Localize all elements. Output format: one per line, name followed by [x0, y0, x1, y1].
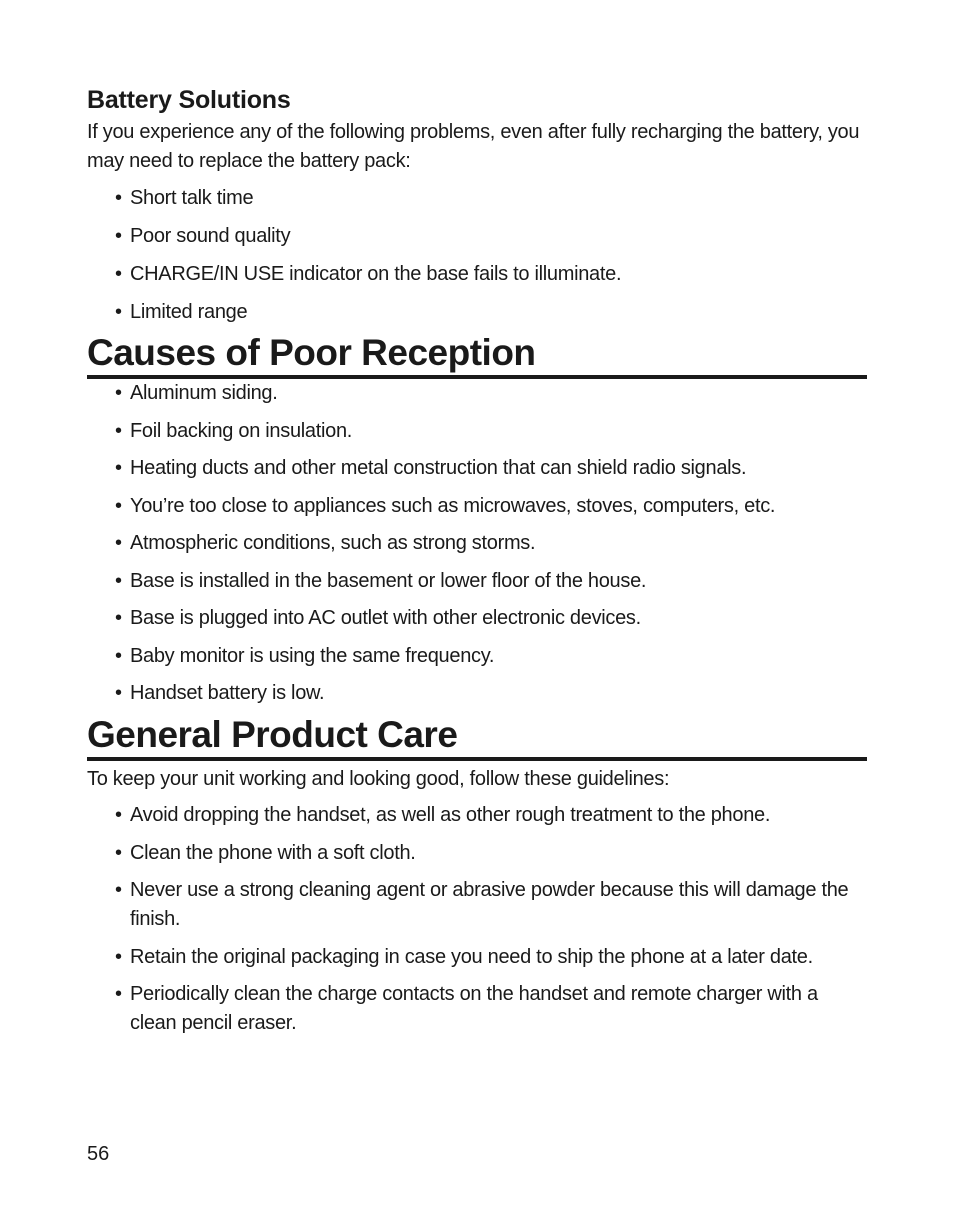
list-item: • Heating ducts and other metal construction that can shield radio signals. — [87, 454, 867, 483]
bullet-icon: • — [115, 804, 122, 826]
list-item: • Base is plugged into AC outlet with other electronic devices. — [87, 604, 867, 633]
bullet-icon: • — [115, 263, 122, 285]
bullet-icon: • — [115, 841, 122, 864]
battery-solutions-heading: Battery Solutions — [87, 86, 291, 114]
product-care-list — [87, 801, 867, 1038]
bullet-icon: • — [115, 419, 122, 442]
list-item: • Base is installed in the basement or lower floor of the house. — [87, 567, 867, 596]
bullet-icon: • — [115, 644, 122, 667]
product-care-intro: To keep your unit working and looking good, follow these guidelines: — [87, 768, 670, 790]
bullet-icon: • — [115, 457, 122, 479]
manual-page — [87, 84, 867, 1038]
page-number: 56 — [87, 1143, 110, 1165]
bullet-icon: • — [115, 879, 122, 901]
list-item: • Handset battery is low. — [87, 679, 867, 708]
list-item: • Retain the original packaging in case you need to ship the phone at a later date. — [87, 943, 867, 972]
battery-problem-list — [87, 184, 867, 327]
bullet-icon: • — [115, 494, 122, 517]
list-item: • Never use a strong cleaning agent or abrasive powder because this will damage the finish. — [87, 876, 867, 934]
list-item: • Short talk time — [87, 184, 867, 213]
bullet-icon: • — [115, 983, 122, 1005]
bullet-icon: • — [115, 225, 122, 247]
list-item: • Foil backing on insulation. — [87, 417, 867, 446]
list-item: • Baby monitor is using the same frequency. — [87, 642, 867, 671]
list-item: • Poor sound quality — [87, 222, 867, 251]
bullet-icon: • — [115, 569, 122, 592]
list-item: • CHARGE/IN USE indicator on the base fails to illuminate. — [87, 260, 867, 289]
reception-causes-list — [87, 379, 867, 708]
poor-reception-heading: Causes of Poor Reception — [87, 331, 867, 379]
list-item: • Clean the phone with a soft cloth. — [87, 839, 867, 868]
bullet-icon: • — [115, 532, 122, 554]
list-item: • Aluminum siding. — [87, 379, 867, 408]
list-item: • You’re too close to appliances such as microwaves, stoves, computers, etc. — [87, 492, 867, 521]
product-care-heading: General Product Care — [87, 713, 867, 761]
bullet-icon: • — [115, 187, 122, 209]
bullet-icon: • — [115, 382, 122, 404]
bullet-icon: • — [115, 301, 122, 323]
list-item: • Periodically clean the charge contacts on the handset and remote charger with a clean pencil eraser. — [87, 980, 867, 1038]
bullet-icon: • — [115, 682, 122, 704]
bullet-icon: • — [115, 607, 122, 629]
list-item: • Limited range — [87, 298, 867, 327]
list-item: • Avoid dropping the handset, as well as other rough treatment to the phone. — [87, 801, 867, 830]
battery-intro: If you experience any of the following problems, even after fully recharging the battery, you may need to replace the battery pack: — [87, 121, 860, 172]
bullet-icon: • — [115, 945, 122, 968]
list-item: • Atmospheric conditions, such as strong storms. — [87, 529, 867, 558]
